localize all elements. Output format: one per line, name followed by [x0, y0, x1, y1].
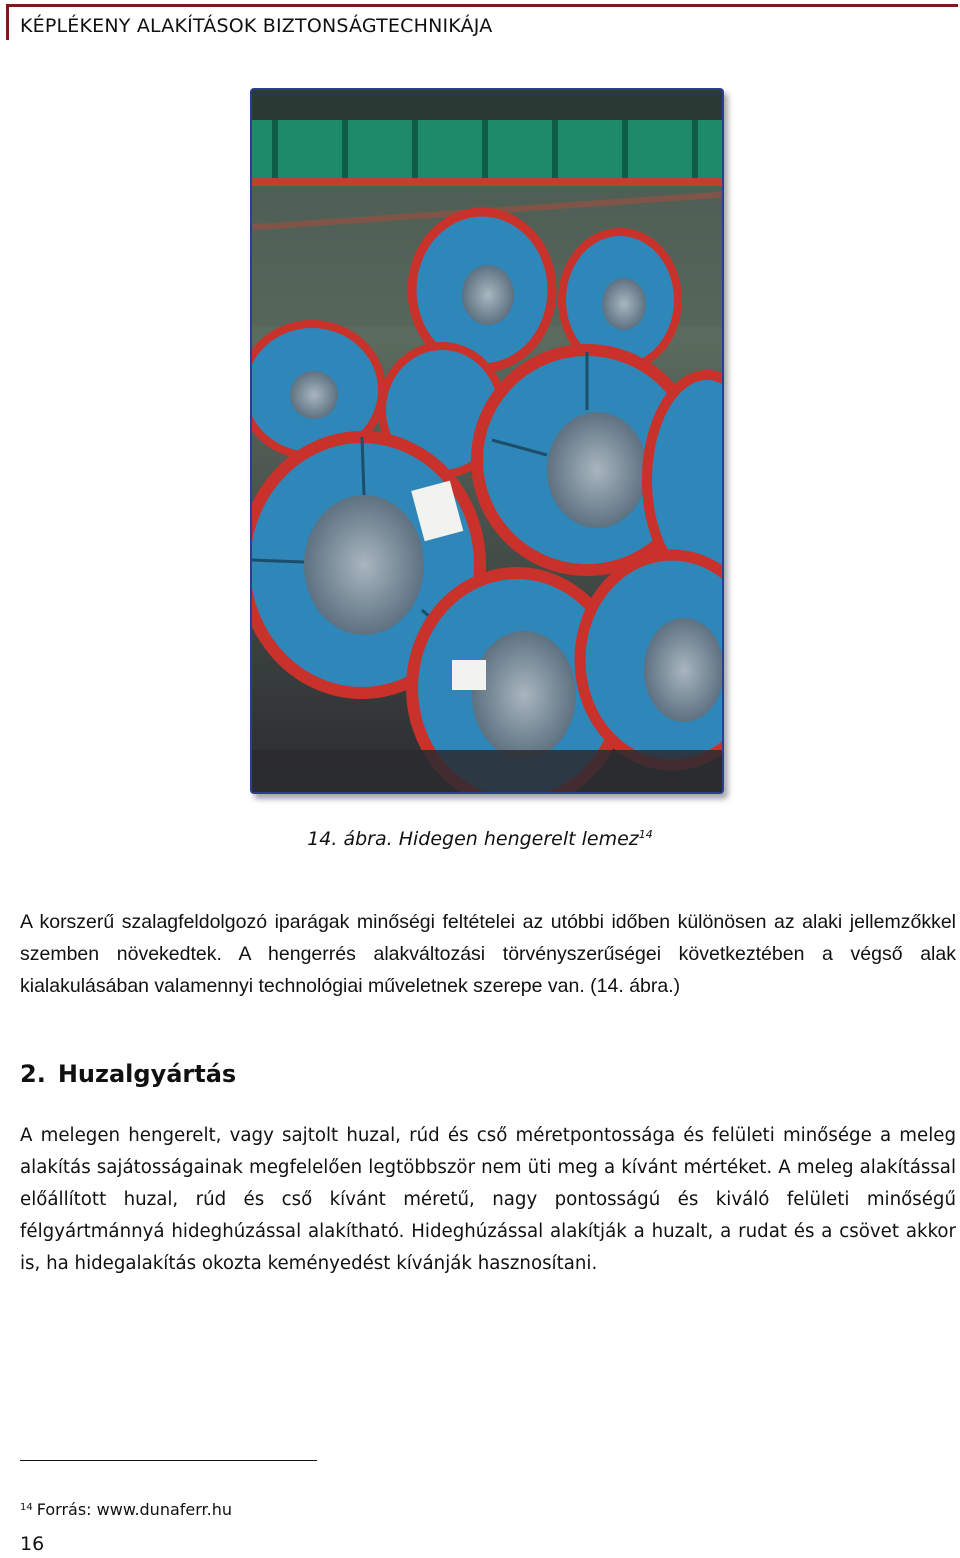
caption-footnote-ref: 14: [638, 828, 653, 841]
paragraph-intro: A korszerű szalagfeldolgozó iparágak minőségi feltételei az utóbbi időben különösen az alaki jellemzőkkel szemben növekedtek. A hengerrés alakváltozási törvényszerűségei következtében a végső alak kialakulásában valamennyi technológiai műveletnek szerepe van. (14. ábra.): [20, 911, 956, 997]
page-number: 16: [20, 1533, 45, 1555]
section-number: 2.: [20, 1060, 46, 1088]
footnote-separator: [20, 1460, 317, 1461]
section-heading: [20, 1060, 236, 1088]
running-header: KÉPLÉKENY ALAKÍTÁSOK BIZTONSÁGTECHNIKÁJA: [20, 15, 493, 37]
figure-caption: [0, 828, 960, 850]
caption-text: 14. ábra. Hidegen hengerelt lemez: [307, 828, 639, 850]
figure-photo-steel-coils: [250, 88, 724, 794]
paragraph-wire-drawing: A melegen hengerelt, vagy sajtolt huzal, rúd és cső méretpontossága és felületi minősége a meleg alakítás sajátosságainak megfelelően legtöbbször nem üti meg a kívánt mértéket. A meleg alakítással előállított huzal, rúd és cső kívánt méretű, nagy pontosságú és kiváló felületi minőségű félgyártmánnyá hideghúzással alakítható. Hideghúzással alakítják a huzalt, a rudat és a csövet akkor is, ha hidegalakítás okozta keményedést kívánják hasznosítani.: [20, 1125, 956, 1274]
footnote-text: Forrás: www.dunaferr.hu: [36, 1500, 233, 1519]
footnote-marker: 14: [20, 1502, 33, 1513]
section-title: Huzalgyártás: [57, 1060, 237, 1088]
footnote: [20, 1500, 232, 1519]
coil-front-right: [580, 555, 722, 765]
